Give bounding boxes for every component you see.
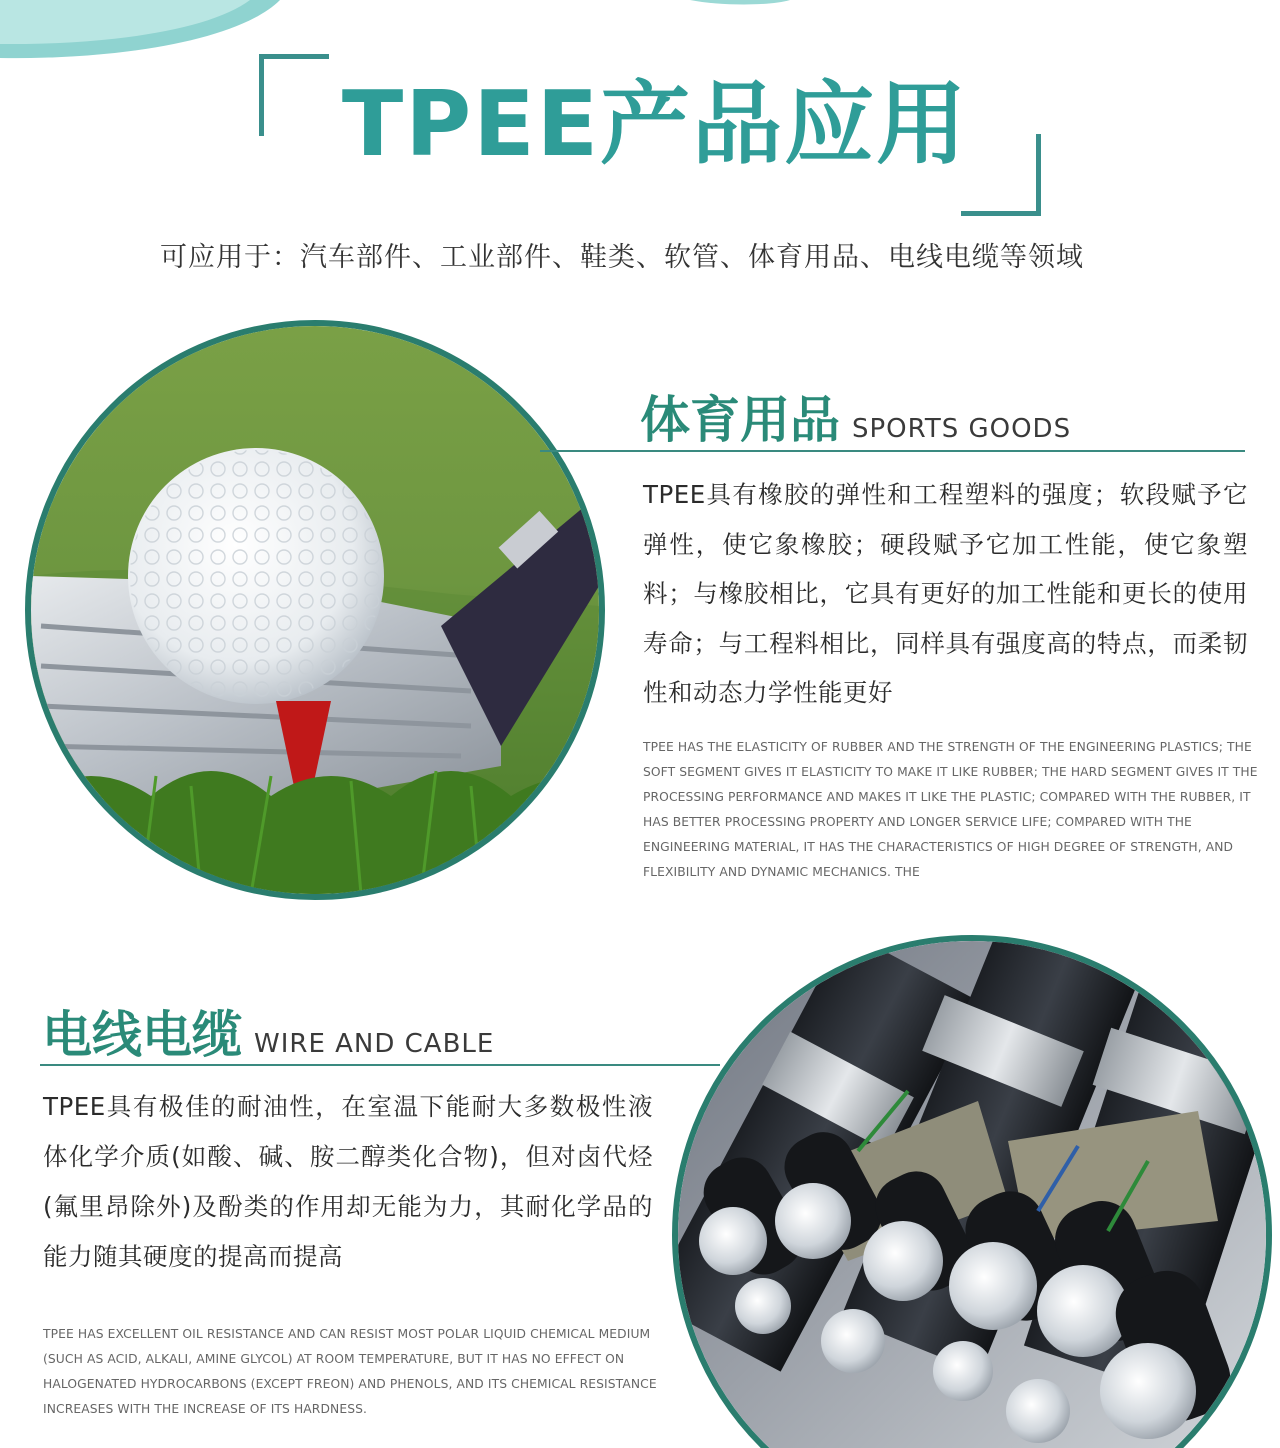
section-divider (540, 450, 1245, 452)
page-subtitle: 可应用于：汽车部件、工业部件、鞋类、软管、体育用品、电线电缆等领域 (160, 242, 1084, 273)
section-title-cn: 体育用品 (640, 391, 840, 449)
section-divider (40, 1064, 720, 1066)
title-block (255, 50, 1045, 220)
section-heading-wire (42, 995, 682, 1067)
section-title-en: SPORTS GOODS (852, 414, 1072, 444)
section-body-cn: TPEE具有橡胶的弹性和工程塑料的强度；软段赋予它弹性，使它象橡胶；硬段赋予它加工性能，使它象塑料；与橡胶相比，它具有更好的加工性能和更长的使用寿命；与工程料相比，同样具有强度高的特点，而柔韧性和动态力学性能更好 (643, 480, 1248, 707)
section-title-en: WIRE AND CABLE (254, 1029, 495, 1059)
page-title: TPEE产品应用 (341, 72, 969, 177)
section-body-cn: TPEE具有极佳的耐油性，在室温下能耐大多数极性液体化学介质(如酸、碱、胺二醇类化合物)，但对卤代烃(氟里昂除外)及酚类的作用却无能为力，其耐化学品的能力随其硬度的提高而提高 (43, 1092, 653, 1271)
section-body-en: TPEE HAS EXCELLENT OIL RESISTANCE AND CAN RESIST MOST POLAR LIQUID CHEMICAL MEDIUM (SUCH AS ACID, ALKALI, AMINE GLYCOL) AT ROOM TEMPERATURE, BUT IT HAS NO EFFECT ON HALOGENATED HYDROCARBONS (EXCEPT FREON) AND PHENOLS, AND ITS CHEMICAL RESISTANCE INCREASES WITH THE INCREASE OF ITS HARDNESS. (43, 1327, 657, 1416)
section-heading-sports (640, 380, 1260, 452)
section-title-cn: 电线电缆 (42, 1006, 242, 1064)
golf-ball-image (25, 320, 605, 900)
cable-image (672, 935, 1272, 1448)
section-body-en: TPEE HAS THE ELASTICITY OF RUBBER AND THE STRENGTH OF THE ENGINEERING PLASTICS; THE SOFT SEGMENT GIVES IT ELASTICITY TO MAKE IT LIKE RUBBER; THE HARD SEGMENT GIVES IT THE PROCESSING PERFORMANCE AND MAKES IT LIKE THE PLASTIC; COMPARED WITH THE RUBBER, IT HAS BETTER PROCESSING PROPERTY AND LONGER SERVICE LIFE; COMPARED WITH THE ENGINEERING MATERIAL, IT HAS THE CHARACTERISTICS OF HIGH DEGREE OF STRENGTH, AND FLEXIBILITY AND DYNAMIC MECHANICS. THE (643, 740, 1258, 879)
